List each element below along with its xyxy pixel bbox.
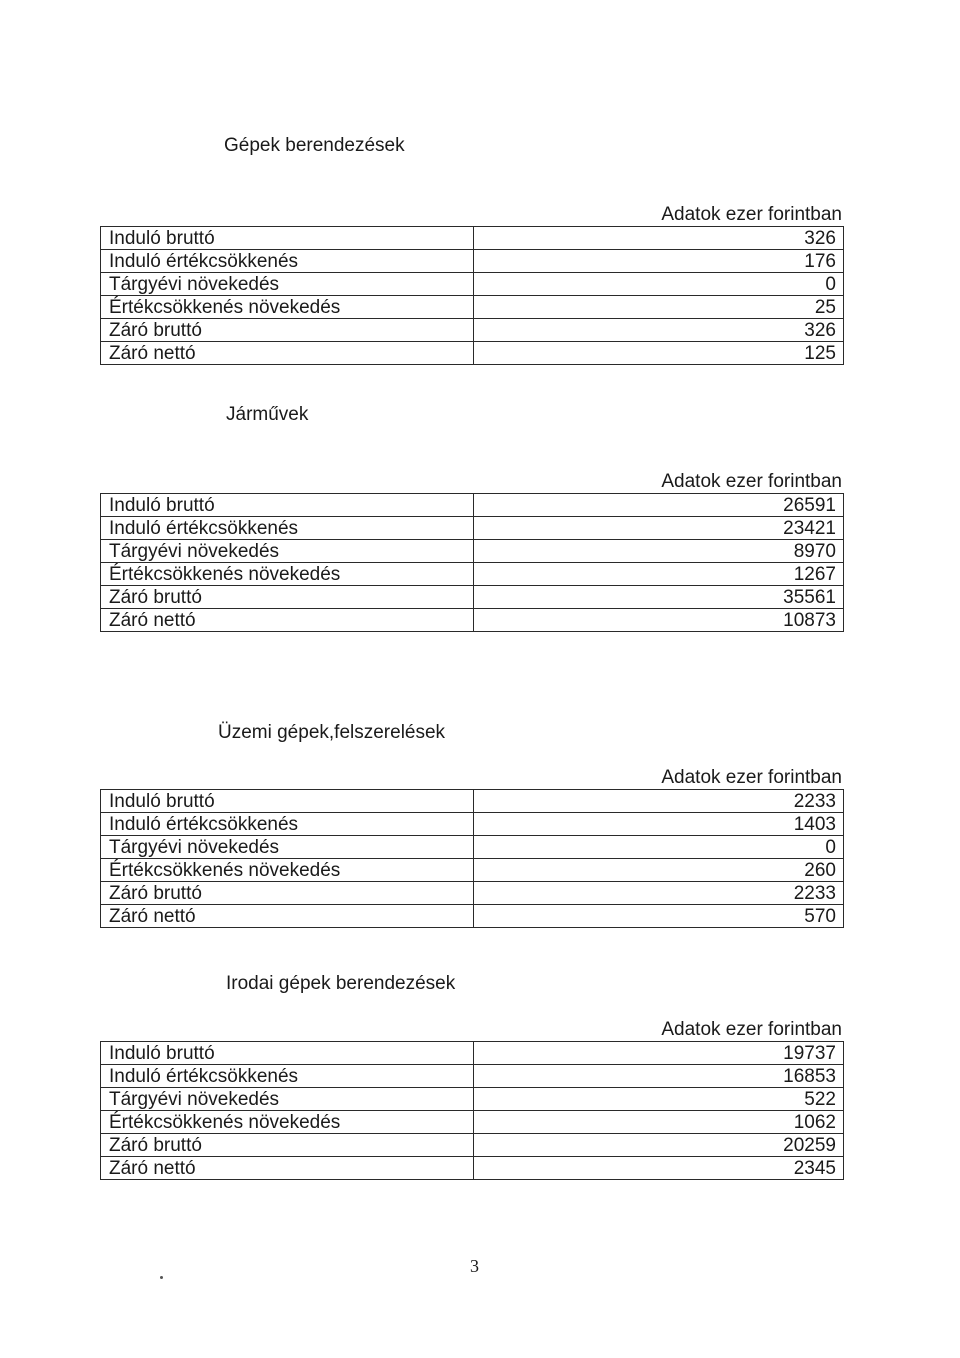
row-value: 2233 bbox=[474, 882, 844, 905]
row-label: Tárgyévi növekedés bbox=[101, 836, 474, 859]
section-title: Üzemi gépek,felszerelések bbox=[218, 722, 446, 743]
row-value: 19737 bbox=[474, 1042, 844, 1065]
row-label: Záró nettó bbox=[101, 342, 474, 365]
table-row bbox=[101, 540, 844, 563]
row-label: Induló bruttó bbox=[101, 494, 474, 517]
row-value: 26591 bbox=[474, 494, 844, 517]
row-value: 326 bbox=[474, 227, 844, 250]
row-label: Induló bruttó bbox=[101, 227, 474, 250]
unit-note: Adatok ezer forintban bbox=[661, 471, 842, 492]
scan-speck bbox=[160, 1276, 163, 1279]
table-row bbox=[101, 882, 844, 905]
row-value: 0 bbox=[474, 273, 844, 296]
table-row bbox=[101, 494, 844, 517]
table-row bbox=[101, 273, 844, 296]
row-value: 1267 bbox=[474, 563, 844, 586]
table-row bbox=[101, 813, 844, 836]
row-value: 0 bbox=[474, 836, 844, 859]
row-value: 570 bbox=[474, 905, 844, 928]
row-value: 522 bbox=[474, 1088, 844, 1111]
table-row bbox=[101, 586, 844, 609]
row-value: 35561 bbox=[474, 586, 844, 609]
section-title: Járművek bbox=[226, 404, 309, 425]
row-label: Záró bruttó bbox=[101, 586, 474, 609]
row-value: 2233 bbox=[474, 790, 844, 813]
row-label: Értékcsökkenés növekedés bbox=[101, 1111, 474, 1134]
row-value: 20259 bbox=[474, 1134, 844, 1157]
section-title: Irodai gépek berendezések bbox=[226, 973, 456, 994]
table-row bbox=[101, 342, 844, 365]
table-row bbox=[101, 1134, 844, 1157]
row-label: Induló értékcsökkenés bbox=[101, 250, 474, 273]
row-label: Induló értékcsökkenés bbox=[101, 517, 474, 540]
table-row bbox=[101, 319, 844, 342]
asset-table bbox=[100, 1041, 844, 1180]
table-row bbox=[101, 1042, 844, 1065]
asset-table bbox=[100, 493, 844, 632]
unit-note: Adatok ezer forintban bbox=[661, 767, 842, 788]
row-value: 125 bbox=[474, 342, 844, 365]
asset-table bbox=[100, 226, 844, 365]
table-row bbox=[101, 905, 844, 928]
table-row bbox=[101, 296, 844, 319]
table-row bbox=[101, 227, 844, 250]
row-value: 260 bbox=[474, 859, 844, 882]
row-label: Induló értékcsökkenés bbox=[101, 1065, 474, 1088]
row-label: Záró nettó bbox=[101, 905, 474, 928]
page-number: 3 bbox=[470, 1256, 479, 1276]
row-value: 8970 bbox=[474, 540, 844, 563]
row-value: 1403 bbox=[474, 813, 844, 836]
row-value: 326 bbox=[474, 319, 844, 342]
row-label: Tárgyévi növekedés bbox=[101, 540, 474, 563]
row-value: 10873 bbox=[474, 609, 844, 632]
table-row bbox=[101, 859, 844, 882]
table-row bbox=[101, 517, 844, 540]
table-row bbox=[101, 609, 844, 632]
row-label: Induló bruttó bbox=[101, 790, 474, 813]
row-label: Záró bruttó bbox=[101, 882, 474, 905]
row-label: Záró nettó bbox=[101, 1157, 474, 1180]
row-label: Induló értékcsökkenés bbox=[101, 813, 474, 836]
row-value: 176 bbox=[474, 250, 844, 273]
row-value: 25 bbox=[474, 296, 844, 319]
unit-note: Adatok ezer forintban bbox=[661, 204, 842, 225]
row-label: Értékcsökkenés növekedés bbox=[101, 859, 474, 882]
row-label: Tárgyévi növekedés bbox=[101, 1088, 474, 1111]
table-row bbox=[101, 250, 844, 273]
row-label: Értékcsökkenés növekedés bbox=[101, 563, 474, 586]
asset-table bbox=[100, 789, 844, 928]
row-value: 1062 bbox=[474, 1111, 844, 1134]
row-label: Záró nettó bbox=[101, 609, 474, 632]
row-value: 16853 bbox=[474, 1065, 844, 1088]
row-label: Értékcsökkenés növekedés bbox=[101, 296, 474, 319]
row-label: Záró bruttó bbox=[101, 1134, 474, 1157]
unit-note: Adatok ezer forintban bbox=[661, 1019, 842, 1040]
row-value: 23421 bbox=[474, 517, 844, 540]
row-label: Induló bruttó bbox=[101, 1042, 474, 1065]
section-title: Gépek berendezések bbox=[224, 135, 405, 156]
table-row bbox=[101, 1088, 844, 1111]
table-row bbox=[101, 836, 844, 859]
table-row bbox=[101, 1065, 844, 1088]
table-row bbox=[101, 1157, 844, 1180]
row-label: Tárgyévi növekedés bbox=[101, 273, 474, 296]
table-row bbox=[101, 1111, 844, 1134]
table-row bbox=[101, 790, 844, 813]
row-label: Záró bruttó bbox=[101, 319, 474, 342]
table-row bbox=[101, 563, 844, 586]
row-value: 2345 bbox=[474, 1157, 844, 1180]
